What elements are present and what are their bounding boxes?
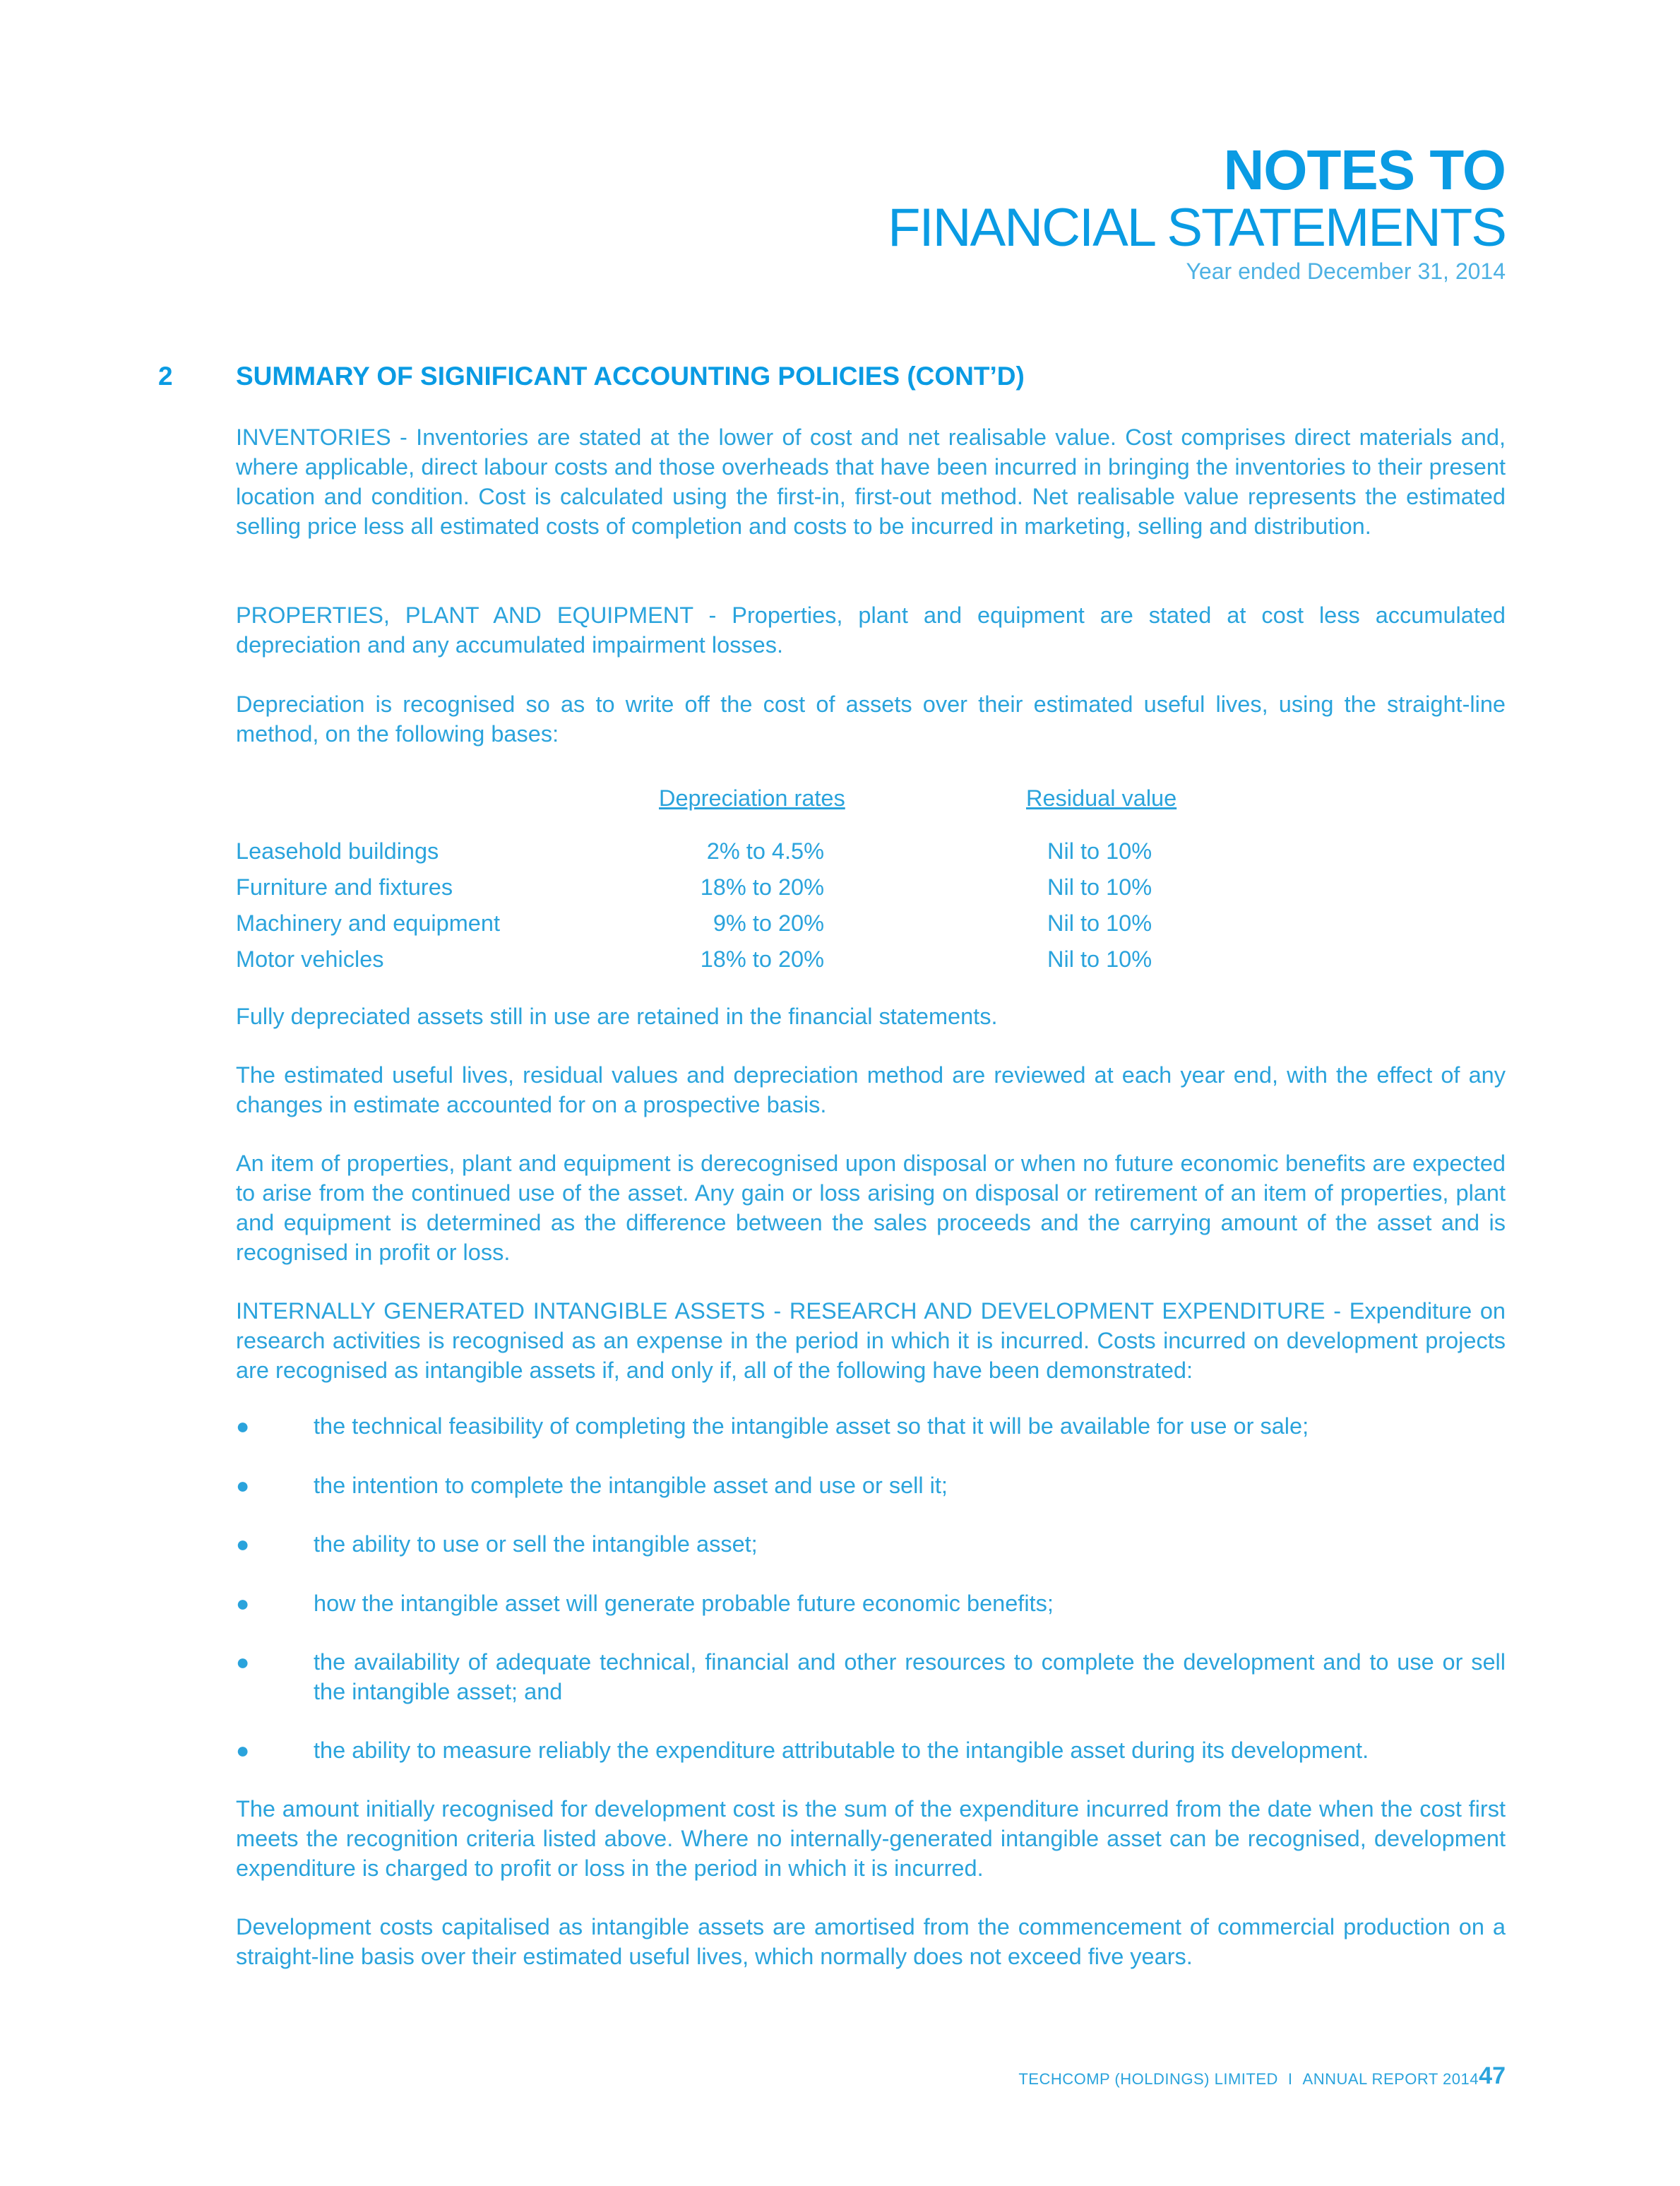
table-row-rate: 18% to 20% [700,874,824,900]
table-row-rate: 9% to 20% [713,910,824,936]
list-item: the technical feasibility of completing the intangible asset so that it will be available for use or sale; [314,1413,1309,1439]
table-header-residual: Residual value [1026,785,1177,811]
section-title: SUMMARY OF SIGNIFICANT ACCOUNTING POLICIES (CONT’D) [236,362,1025,391]
paragraph-intangible: INTERNALLY GENERATED INTANGIBLE ASSETS - RESEARCH AND DEVELOPMENT EXPENDITURE - Expenditure on research activities is recognised as an expense in the period in which it is incurred. Costs incurred on development projects are recognised as intangible assets if, and only if, all of the following have been demonstrated: [236,1298,1506,1383]
list-item: the ability to measure reliably the expenditure attributable to the intangible asset during its development. [314,1737,1369,1763]
bullet-icon: ● [236,1473,250,1498]
paragraph-ppe: PROPERTIES, PLANT AND EQUIPMENT - Properties, plant and equipment are stated at cost less accumulated depreciation and any accumulated impairment losses. [236,602,1506,658]
paragraph-amount-initially: The amount initially recognised for development cost is the sum of the expenditure incurred from the date when the cost first meets the recognition criteria listed above. Where no internally-generated intangible asset can be recognised, development expenditure is charged to profit or loss in the period in which it is incurred. [236,1796,1506,1881]
bullet-icon: ● [236,1649,250,1675]
table-row-residual: Nil to 10% [1047,838,1152,864]
bullet-icon: ● [236,1413,250,1439]
bullet-icon: ● [236,1591,250,1616]
table-row-rate: 18% to 20% [700,946,824,972]
table-row-residual: Nil to 10% [1047,910,1152,936]
table-row-rate: 2% to 4.5% [706,838,824,864]
list-item: the ability to use or sell the intangible asset; [314,1531,758,1557]
table-row-label: Leasehold buildings [236,838,439,864]
footer [1018,2067,1479,2091]
list-item: the availability of adequate technical, financial and other resources to complete the development and to use or sell the intangible asset; and [314,1649,1506,1704]
list-item: the intention to complete the intangible asset and use or sell it; [314,1473,948,1498]
page-number: 47 [1479,2062,1506,2089]
table-row-label: Motor vehicles [236,946,384,972]
paragraph-capitalised: Development costs capitalised as intangible assets are amortised from the commencement of commercial production on a straight-line basis over their estimated useful lives, which normally does not exceed five years. [236,1914,1506,1969]
bullet-icon: ● [236,1531,250,1557]
paragraph-derecognised: An item of properties, plant and equipment is derecognised upon disposal or when no future economic benefits are expected to arise from the continued use of the asset. Any gain or loss arising on disposal or retirement of an item of properties, plant and equipment is determined as the difference between the sales proceeds and the carrying amount of the asset and is recognised in profit or loss. [236,1151,1506,1265]
paragraph-useful-lives: The estimated useful lives, residual values and depreciation method are reviewed at each year end, with the effect of any changes in estimate accounted for on a prospective basis. [236,1062,1506,1117]
bullet-icon: ● [236,1737,250,1763]
table-row-label: Furniture and fixtures [236,874,453,900]
table-row-label: Machinery and equipment [236,910,500,936]
table-header-rates: Depreciation rates [659,785,845,811]
title-line-1: NOTES TO [1223,138,1506,201]
paragraph-inventories: INVENTORIES - Inventories are stated at the lower of cost and net realisable value. Cost comprises direct materials and, where applicable, direct labour costs and those overheads that have been incurred in bringing the inventories to their present location and condition. Cost is calculated using the first-in, first-out method. Net realisable value represents the estimated selling price less all estimated costs of completion and costs to be incurred in marketing, selling and distribution. [236,424,1506,539]
list-item: how the intangible asset will generate probable future economic benefits; [314,1591,1054,1616]
paragraph-fully-depreciated: Fully depreciated assets still in use are retained in the financial statements. [236,1004,998,1029]
paragraph-depreciation: Depreciation is recognised so as to write off the cost of assets over their estimated useful lives, using the straight-line method, on the following bases: [236,691,1506,747]
table-row-residual: Nil to 10% [1047,874,1152,900]
footer-separator: I [1287,2070,1293,2088]
table-row-residual: Nil to 10% [1047,946,1152,972]
footer-report: ANNUAL REPORT 2014 [1302,2070,1479,2088]
title-subtitle: Year ended December 31, 2014 [1186,259,1506,284]
title-line-2: FINANCIAL STATEMENTS [888,198,1506,258]
section-number: 2 [158,362,173,391]
footer-company: TECHCOMP (HOLDINGS) LIMITED [1018,2070,1278,2088]
